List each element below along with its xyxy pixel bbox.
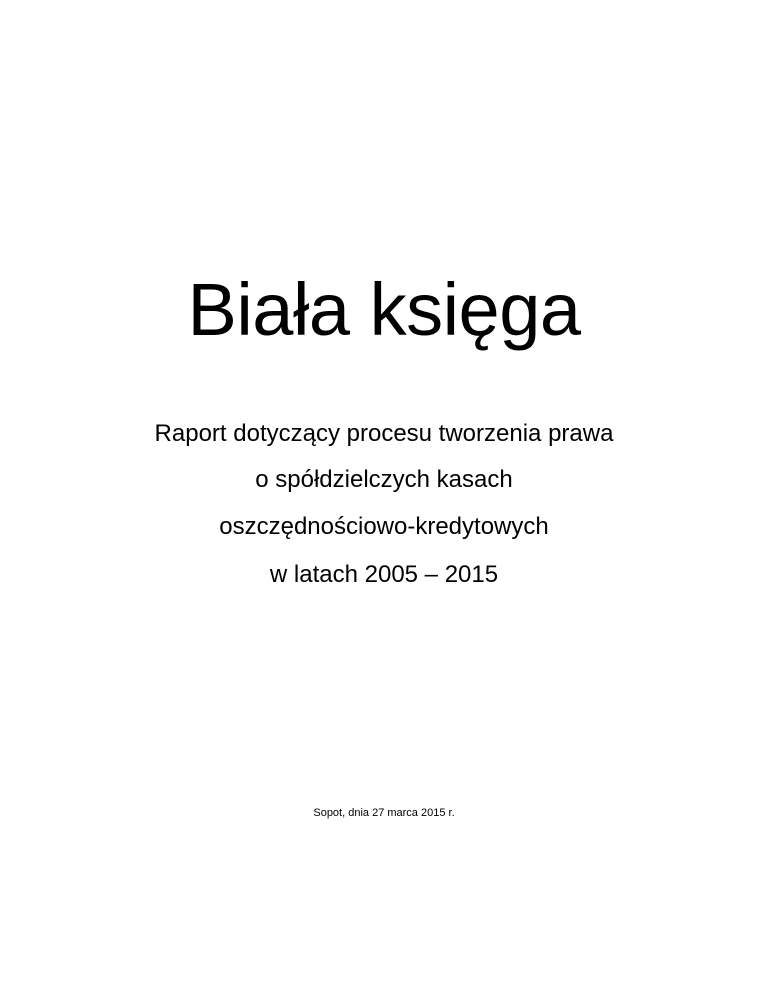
subtitle-line-3: oszczędnościowo-kredytowych	[219, 513, 549, 540]
document-title: Biała księga	[187, 268, 581, 351]
subtitle-line-1: Raport dotyczący procesu tworzenia prawa	[154, 420, 614, 447]
place-date: Sopot, dnia 27 marca 2015 r.	[313, 807, 455, 819]
subtitle-line-2: o spółdzielczych kasach	[255, 466, 513, 493]
subtitle-line-4: w latach 2005 – 2015	[269, 561, 499, 588]
